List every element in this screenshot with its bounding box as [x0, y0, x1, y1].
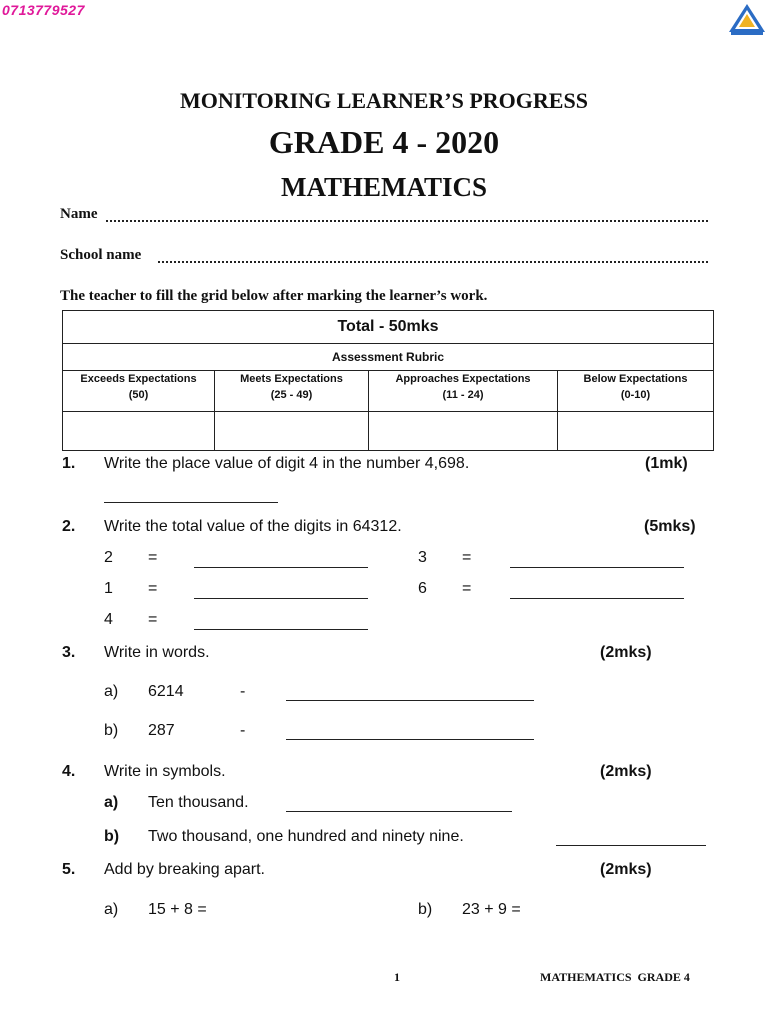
- sub-question-label: a): [104, 683, 119, 700]
- equals-sign: =: [148, 611, 158, 628]
- rubric-entry-exceeds[interactable]: [63, 412, 215, 451]
- rubric-col-label: Exceeds Expectations: [80, 373, 197, 385]
- rubric-col-meets: [215, 371, 369, 412]
- name-field[interactable]: [106, 220, 708, 222]
- rubric-entry-approaches[interactable]: [369, 412, 558, 451]
- page-number: 1: [394, 970, 400, 984]
- equals-sign: =: [148, 549, 158, 566]
- rubric-col-below: [558, 371, 714, 412]
- subject-title: MATHEMATICS: [280, 172, 487, 202]
- rubric-col-range: (11 - 24): [442, 389, 484, 401]
- assessment-rubric-table: [62, 310, 714, 451]
- question-text: Add by breaking apart.: [104, 861, 265, 878]
- rubric-col-label: Below Expectations: [583, 373, 688, 385]
- dash-symbol: -: [240, 722, 246, 739]
- question-number: 5.: [62, 861, 76, 878]
- sub-question-label: a): [104, 794, 119, 811]
- teacher-instruction: The teacher to fill the grid below after marking the learner’s work.: [60, 288, 488, 304]
- question-text: Write the place value of digit 4 in the number 4,698.: [104, 455, 470, 472]
- question-number: 2.: [62, 518, 76, 535]
- equals-sign: =: [462, 580, 472, 597]
- question-marks: (2mks): [600, 763, 652, 780]
- digit-label: 6: [418, 580, 427, 597]
- addition-expression: 15 + 8 =: [148, 901, 207, 918]
- rubric-col-range: (0-10): [620, 389, 651, 401]
- question-marks: (2mks): [600, 861, 652, 878]
- question-number: 4.: [62, 763, 76, 780]
- rubric-entry-meets[interactable]: [215, 412, 369, 451]
- answer-line[interactable]: [194, 629, 368, 630]
- question-marks: (1mk): [645, 455, 688, 472]
- triangle-logo-icon: [727, 2, 767, 36]
- name-label: Name: [60, 206, 98, 222]
- equals-sign: =: [462, 549, 472, 566]
- sub-question-label: b): [104, 828, 120, 845]
- phone-number: 0713779527: [2, 2, 85, 18]
- sub-question-text: Two thousand, one hundred and ninety nine.: [148, 828, 464, 845]
- rubric-total: Total - 50mks: [63, 311, 714, 344]
- equals-sign: =: [148, 580, 158, 597]
- rubric-col-label: Meets Expectations: [240, 373, 343, 385]
- footer-subject: MATHEMATICS GRADE 4: [540, 970, 690, 984]
- answer-line[interactable]: [194, 598, 368, 599]
- answer-line[interactable]: [286, 739, 534, 740]
- answer-line[interactable]: [556, 845, 706, 846]
- digit-label: 2: [104, 549, 113, 566]
- grade-title: GRADE 4 - 2020: [268, 124, 500, 160]
- answer-line[interactable]: [510, 598, 684, 599]
- question-marks: (5mks): [644, 518, 696, 535]
- sub-question-label: a): [104, 901, 119, 918]
- sub-question-label: b): [418, 901, 433, 918]
- rubric-col-approaches: [369, 371, 558, 412]
- answer-line[interactable]: [286, 700, 534, 701]
- digit-label: 1: [104, 580, 113, 597]
- digit-label: 3: [418, 549, 427, 566]
- school-label: School name: [60, 247, 142, 263]
- rubric-caption: Assessment Rubric: [63, 344, 714, 371]
- addition-expression: 23 + 9 =: [462, 901, 521, 918]
- page-heading: MONITORING LEARNER’S PROGRESS: [180, 88, 588, 113]
- digit-label: 4: [104, 611, 113, 628]
- answer-line[interactable]: [510, 567, 684, 568]
- rubric-col-label: Approaches Expectations: [395, 373, 531, 385]
- rubric-entry-below[interactable]: [558, 412, 714, 451]
- number-value: 6214: [148, 683, 184, 700]
- rubric-col-exceeds: [63, 371, 215, 412]
- question-text: Write the total value of the digits in 64312.: [104, 518, 402, 535]
- question-text: Write in words.: [104, 644, 210, 661]
- answer-line[interactable]: [104, 502, 278, 503]
- sub-question-label: b): [104, 722, 119, 739]
- answer-line[interactable]: [286, 811, 512, 812]
- school-field[interactable]: [158, 261, 708, 263]
- rubric-col-range: (25 - 49): [270, 389, 313, 401]
- question-number: 3.: [62, 644, 76, 661]
- sub-question-text: Ten thousand.: [148, 794, 249, 811]
- question-number: 1.: [62, 455, 76, 472]
- answer-line[interactable]: [194, 567, 368, 568]
- number-value: 287: [148, 722, 175, 739]
- question-text: Write in symbols.: [104, 763, 226, 780]
- rubric-col-range: (50): [128, 389, 149, 401]
- question-marks: (2mks): [600, 644, 652, 661]
- dash-symbol: -: [240, 683, 246, 700]
